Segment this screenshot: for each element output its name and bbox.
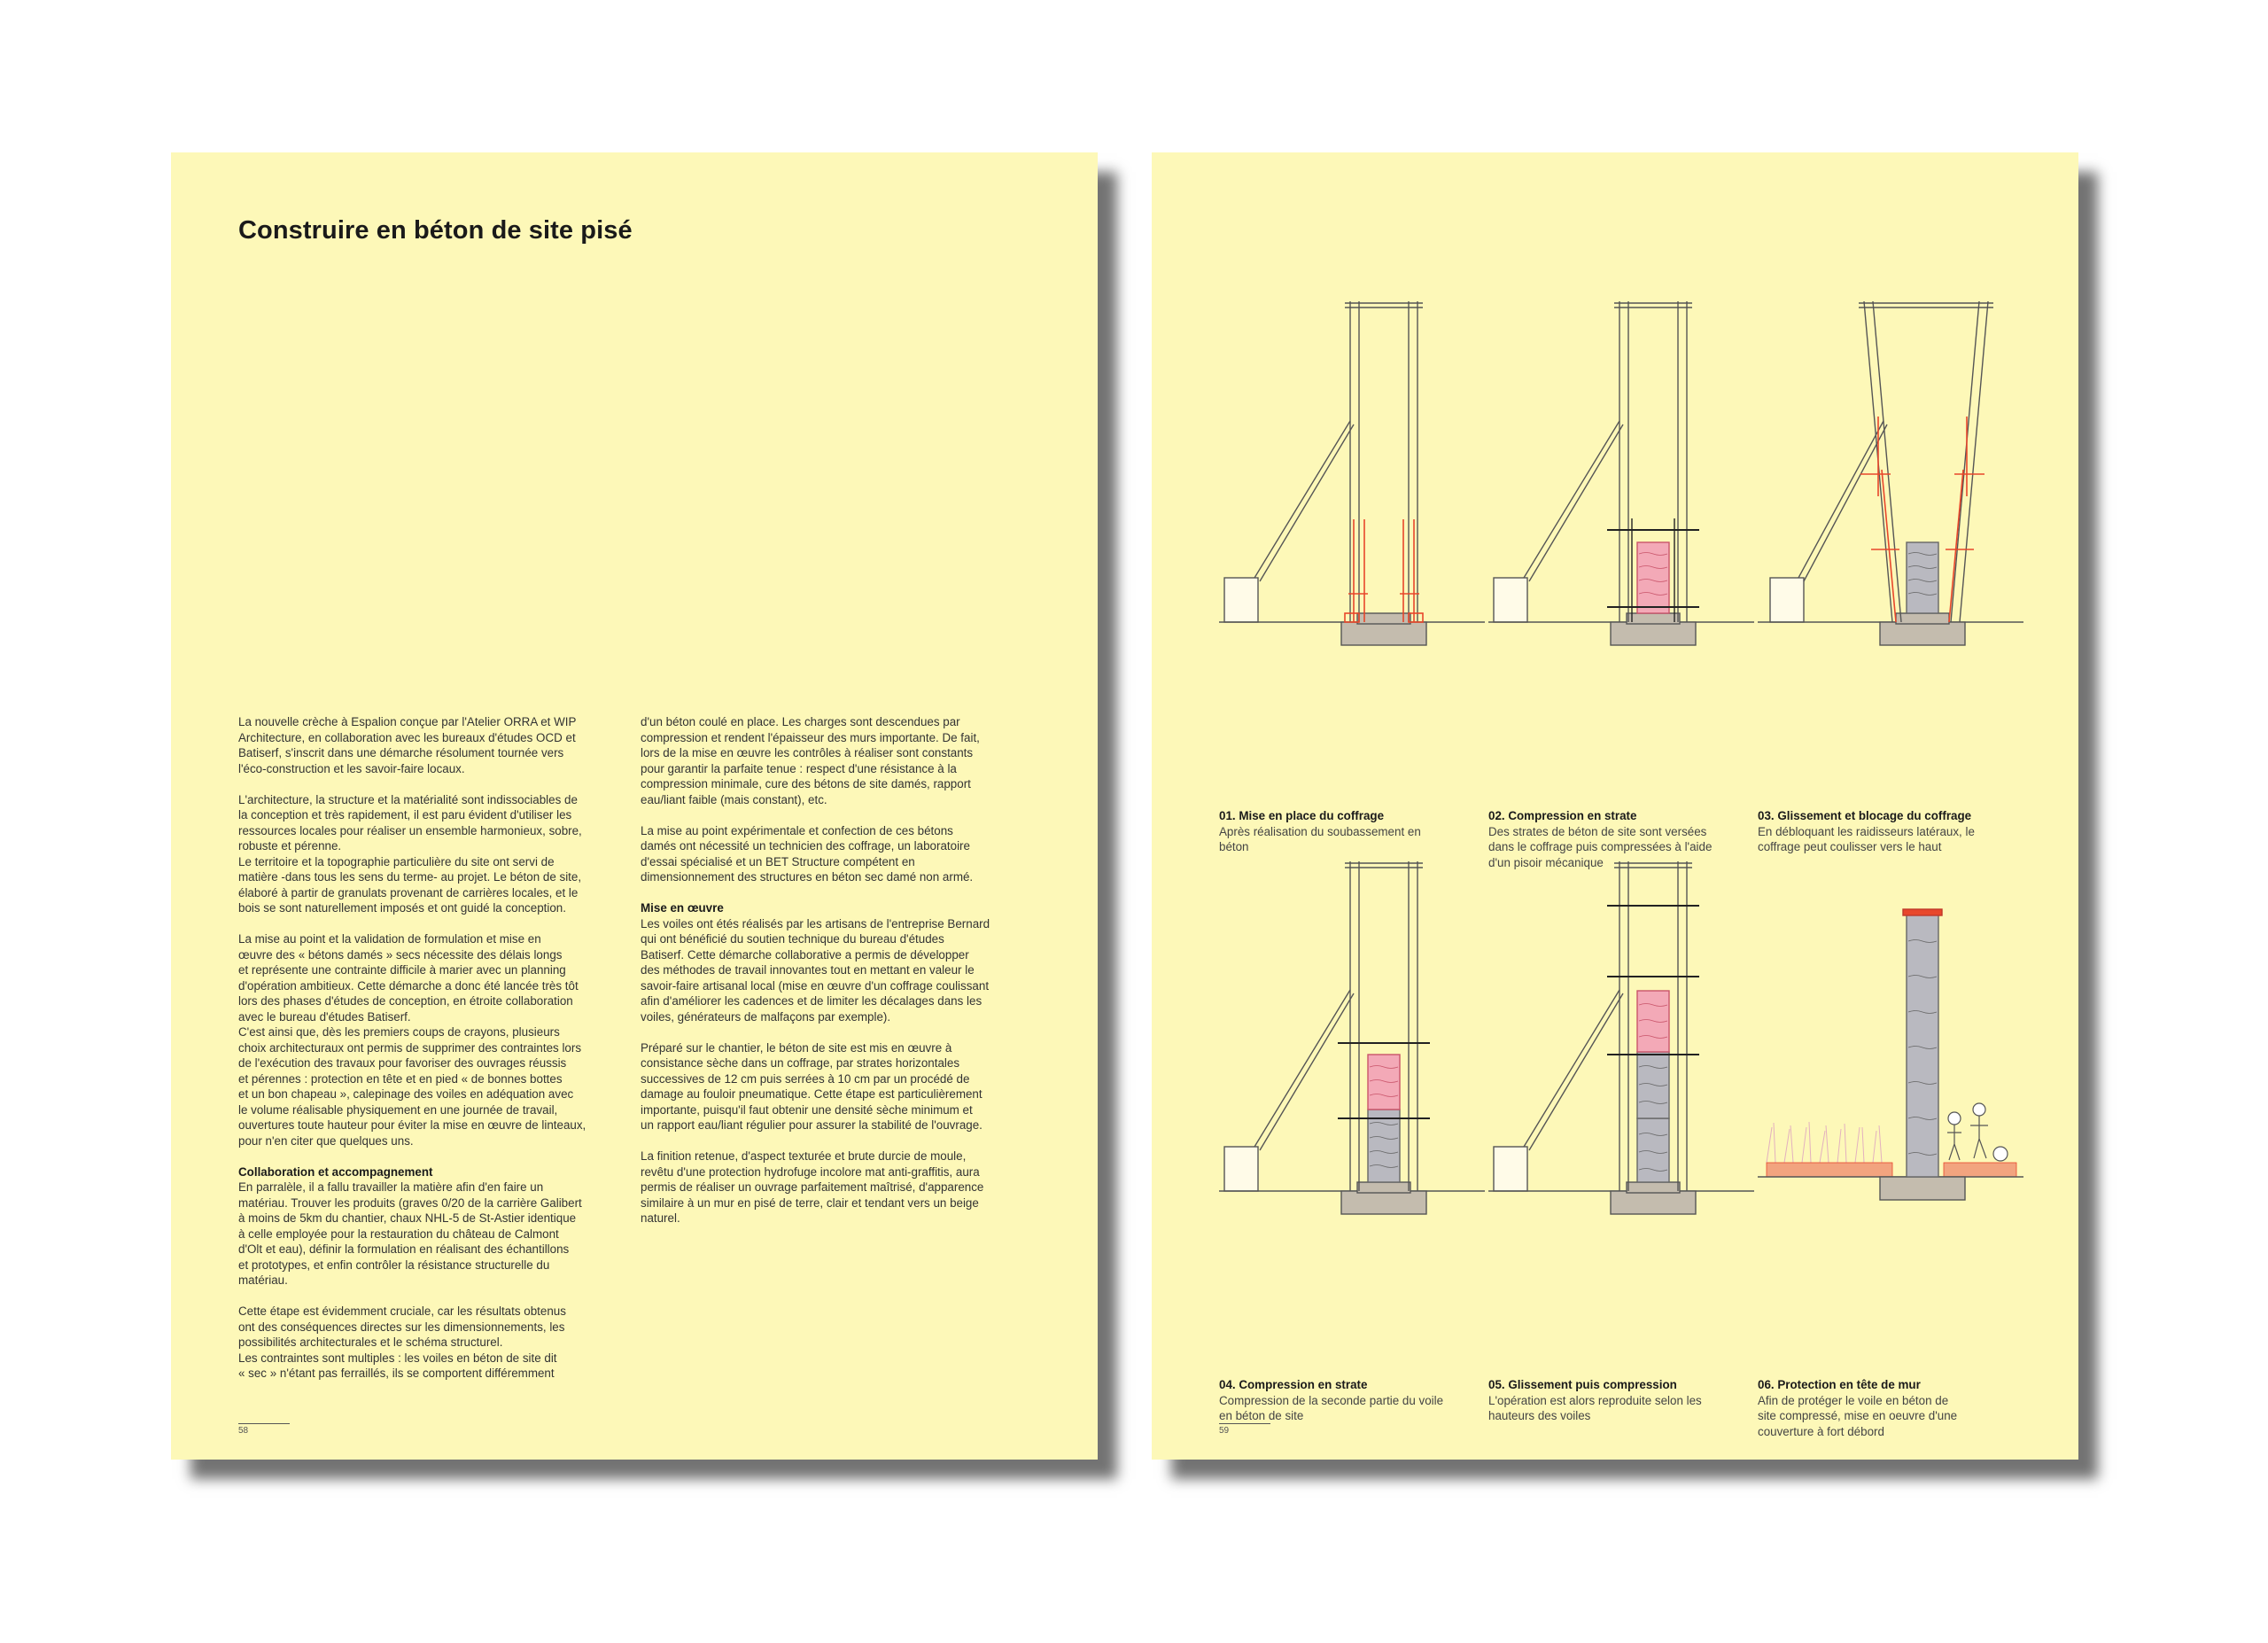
section-heading: Mise en œuvre [641, 901, 724, 915]
text-column-1 [238, 714, 625, 1382]
formwork-diagram [1488, 853, 1754, 1375]
caption-text: L'opération est alors reproduite selon les hauteurs des voiles [1488, 1393, 1702, 1422]
text-column-2 [641, 714, 1027, 1226]
formwork-diagram [1219, 292, 1485, 806]
paragraph: En parralèle, il a fallu travailler la matière afin d'en faire un matériau. Trouver les produits (graves 0/20 de la carrière Galibert à moins de 5km du chantier, chaux NHL-5 de St-Astier identique à celle employée pour la restauration du château de Calmont d'Olt et eau), définir la formulation en réalisant des échantillons et prototypes, et enfin contrôler la résistance structurelle du matériau. [238, 1180, 582, 1287]
caption-text: En débloquant les raidisseurs latéraux, le coffrage peut coulisser vers le haut [1758, 824, 1975, 853]
paragraph: La finition retenue, d'aspect texturée et brute durcie de moule, revêtu d'une protection hydrofuge incolore mat anti-graffitis, aura permis de réaliser un ouvrage parfaitement maîtrisé, d'apparence similaire à un mur en pisé de terre, clair et tendant vers un beige naturel. [641, 1149, 984, 1225]
paragraph: Préparé sur le chantier, le béton de site est mis en œuvre à consistance sèche dans un coffrage, par strates horizontales successives de 12 cm puis serrées à 10 cm par un procédé de damage au fouloir pneumatique. Cette étape est particulièrement importante, puisqu'il faut obtenir une densité sèche minimum et un rapport eau/liant régulier pour assurer la stabilité de l'ouvrage. [641, 1040, 983, 1132]
figure-caption [1219, 808, 1485, 855]
left-page [171, 152, 1098, 1460]
caption-text: Des strates de béton de site sont versées dans le coffrage puis compressées à l'aide d'un pisoir mécanique [1488, 824, 1713, 869]
formwork-diagram [1219, 853, 1485, 1375]
finished-wall-diagram [1758, 853, 2023, 1375]
formwork-diagram [1758, 292, 2023, 806]
page-number: 59 [1219, 1426, 1230, 1436]
figure-caption [1219, 1377, 1485, 1424]
page-title: Construire en béton de site pisé [238, 216, 633, 245]
page-folio [1219, 1423, 1270, 1436]
page-folio [238, 1423, 290, 1436]
caption-title: 05. Glissement puis compression [1488, 1378, 1677, 1391]
folio-rule [1219, 1423, 1270, 1424]
figure-caption [1488, 1377, 1754, 1424]
paragraph: d'un béton coulé en place. Les charges sont descendues par compression et rendent l'épaisseur des murs importante. De fait, lors de la mise en œuvre les contrôles à réaliser sont constants pour garantir la parfaite tenue : respect d'une résistance à la compression minimale, cure des bétons de site damés, rapport eau/liant faible (mais constant), etc. [641, 715, 980, 806]
folio-rule [238, 1423, 290, 1424]
caption-text: Afin de protéger le voile en béton de site compressé, mise en oeuvre d'une couverture à fort débord [1758, 1393, 1958, 1438]
right-page [1152, 152, 2078, 1460]
caption-text: Compression de la seconde partie du voile en béton de site [1219, 1393, 1444, 1422]
caption-title: 06. Protection en tête de mur [1758, 1378, 1921, 1391]
paragraph: La nouvelle crèche à Espalion conçue par l'Atelier ORRA et WIP Architecture, en collaboration avec les bureaux d'études OCD et Batiserf, s'inscrit dans une démarche résolument tournée vers l'éco-construction et les savoir-faire locaux. [238, 715, 577, 775]
figure-caption [1758, 1377, 2023, 1439]
paragraph: La mise au point et la validation de formulation et mise en œuvre des « bétons damés » secs nécessite des délais longs et représente une contrainte difficile à marier avec un planning d'opération ambitieux. Cette démarche a donc été lancée très tôt lors des phases d'études de conception, en étroite collaboration avec le bureau d'études Batiserf. C'est ainsi que, dès les premiers coups de crayons, plusieurs choix architecturaux ont permis de supprimer des contraintes lors de l'exécution des travaux pour favoriser des ouvrages réussis et pérennes : protection en tête et en pied « de bonnes bottes et un bon chapeau », calepinage des voiles en adéquation avec le volume réalisable physiquement en une journée de travail, ouvertures toute hauteur pour éviter la mise en œuvre de linteaux, pour n'en citer que quelques uns. [238, 932, 586, 1148]
caption-title: 01. Mise en place du coffrage [1219, 809, 1385, 822]
figure-caption [1758, 808, 2023, 855]
paragraph: Les voiles ont étés réalisés par les artisans de l'entreprise Bernard qui ont bénéficié du soutien technique du bureau d'études Batiserf. Cette démarche collaborative a permis de développer des méthodes de travail innovantes tout en mettant en valeur le savoir-faire artisanal local (mise en œuvre d'un coffrage coulissant afin d'améliorer les cadences et de limiter les décalages dans les voiles, générateurs de malfaçons par exemple). [641, 916, 990, 1024]
caption-text: Après réalisation du soubassement en béton [1219, 824, 1421, 853]
formwork-diagram [1488, 292, 1754, 806]
page-number: 58 [238, 1426, 249, 1436]
caption-title: 04. Compression en strate [1219, 1378, 1368, 1391]
paragraph: La mise au point expérimentale et confection de ces bétons damés ont nécessité un technicien des coffrage, un laboratoire d'essai spécialisé et un BET Structure compétent en dimensionnement des structures en béton sec damé non armé. [641, 823, 974, 884]
section-heading: Collaboration et accompagnement [238, 1164, 433, 1179]
paragraph: L'architecture, la structure et la matérialité sont indissociables de la conception et très rapidement, il est paru évident d'utiliser les ressources locales pour réaliser un ensemble harmonieux, sobre, robuste et pérenne. Le territoire et la topographie particulière du site ont servi de matière -dans tous les sens du terme- au projet. Le béton de site, élaboré à partir de granulats provenant de carrières locales, et le bois se sont naturellement imposés et ont guidé la conception. [238, 792, 582, 915]
caption-title: 02. Compression en strate [1488, 809, 1637, 822]
caption-title: 03. Glissement et blocage du coffrage [1758, 809, 1972, 822]
paragraph: Cette étape est évidemment cruciale, car les résultats obtenus ont des conséquences directes sur les dimensionnements, les possibilités architecturales et le schéma structurel. Les contraintes sont multiples : les voiles en béton de site dit « sec » n'étant pas ferraillés, ils se comportent différemment [238, 1304, 566, 1380]
